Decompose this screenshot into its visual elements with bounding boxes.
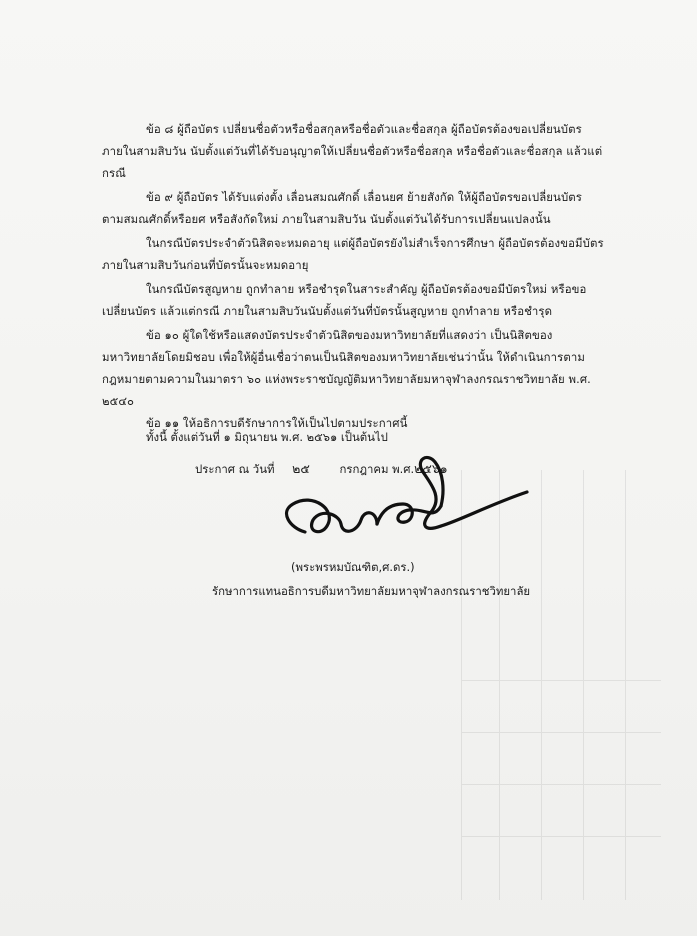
clause-9-line-2: ตามสมณศักดิ์หรือยศ หรือสังกัดใหม่ ภายในสามสิบวัน นับตั้งแต่วันได้รับการเปลี่ยนแปลงนั้น — [102, 212, 551, 226]
signer-title: รักษาการแทนอธิการบดีมหาวิทยาลัยมหาจุฬาลงกรณราชวิทยาลัย — [212, 584, 531, 598]
clause-10-line-3: กฎหมายตามความในมาตรา ๖๐ แห่งพระราชบัญญัติมหาวิทยาลัยมหาจุฬาลงกรณราชวิทยาลัย พ.ศ. — [102, 372, 591, 386]
clause-10-line-1: ข้อ ๑๐ ผู้ใดใช้หรือแสดงบัตรประจำตัวนิสิตของมหาวิทยาลัยที่แสดงว่า เป็นนิสิตของ — [146, 328, 553, 342]
clause-10-line-2: มหาวิทยาลัยโดยมิชอบ เพื่อให้ผู้อื่นเชื่อว่าตนเป็นนิสิตของมหาวิทยาลัยเช่นว่านั้น ให้ดำเนินการตาม — [102, 350, 585, 364]
clause-10-line-4: ๒๕๔๐ — [102, 394, 135, 408]
clause-9-line-1: ข้อ ๙ ผู้ถือบัตร ได้รับแต่งตั้ง เลื่อนสมณศักดิ์ เลื่อนยศ ย้ายสังกัด ให้ผู้ถือบัตรขอเปลี่ยนบัตร — [146, 190, 582, 204]
clause-11-line-1: ข้อ ๑๑ ให้อธิการบดีรักษาการให้เป็นไปตามประกาศนี้ — [146, 416, 408, 430]
expiry-paragraph-line-2: ภายในสามสิบวันก่อนที่บัตรนั้นจะหมดอายุ — [102, 258, 309, 272]
announcement-day: ๒๕ — [292, 461, 310, 476]
regulation-text — [102, 118, 622, 434]
announcement-year: ๒๕๖๑ — [414, 461, 448, 476]
clause-8-line-3: กรณี — [102, 166, 126, 180]
announcement-prefix: ประกาศ ณ วันที่ — [195, 462, 275, 476]
lost-card-paragraph-line-2: เปลี่ยนบัตร แล้วแต่กรณี ภายในสามสิบวันนับตั้งแต่วันที่บัตรนั้นสูญหาย ถูกทำลาย หรือชำรุด — [102, 304, 553, 318]
effective-date-line: ทั้งนี้ ตั้งแต่วันที่ ๑ มิถุนายน พ.ศ. ๒๕๖๑ เป็นต้นไป — [146, 430, 388, 444]
announcement-month-year: กรกฎาคม พ.ศ. — [339, 462, 415, 476]
signer-name: (พระพรหมบัณฑิต,ศ.ดร.) — [291, 560, 415, 574]
clause-8-line-1: ข้อ ๘ ผู้ถือบัตร เปลี่ยนชื่อตัวหรือชื่อสกุลหรือชื่อตัวและชื่อสกุล ผู้ถือบัตรต้องขอเปลี่ยนบัตร — [146, 122, 582, 136]
clause-8-line-2: ภายในสามสิบวัน นับตั้งแต่วันที่ได้รับอนุญาตให้เปลี่ยนชื่อตัวหรือชื่อสกุล หรือชื่อตัวและชื่อสกุล แล้วแต่ — [102, 144, 603, 158]
expiry-paragraph-line-1: ในกรณีบัตรประจำตัวนิสิตจะหมดอายุ แต่ผู้ถือบัตรยังไม่สำเร็จการศึกษา ผู้ถือบัตรต้องขอมีบัตร — [146, 236, 604, 250]
handwritten-signature — [265, 440, 535, 550]
lost-card-paragraph-line-1: ในกรณีบัตรสูญหาย ถูกทำลาย หรือชำรุดในสาระสำคัญ ผู้ถือบัตรต้องขอมีบัตรใหม่ หรือขอ — [146, 282, 587, 296]
